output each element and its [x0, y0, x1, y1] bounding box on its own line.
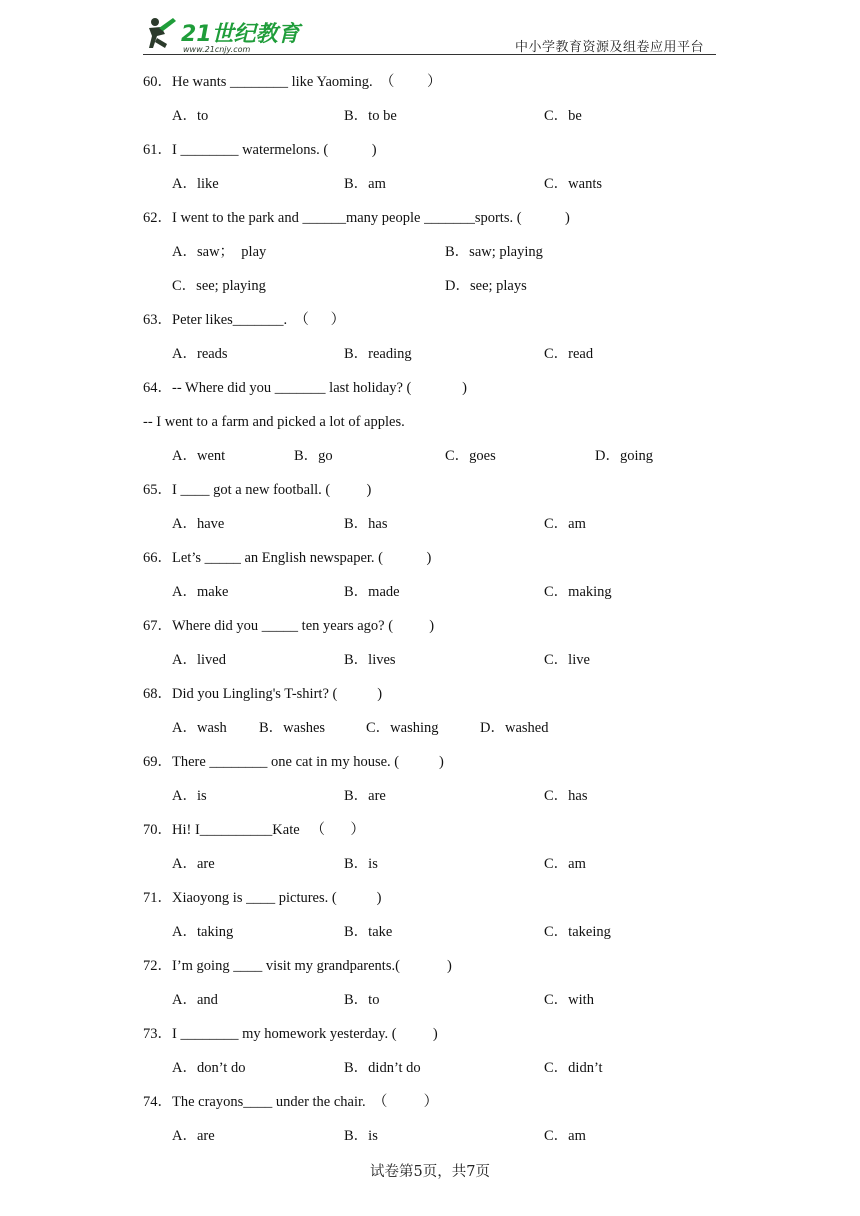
options-row [143, 578, 723, 612]
option-c[interactable] [544, 1122, 586, 1150]
option-a[interactable] [172, 442, 225, 470]
option-letter: C． [544, 346, 569, 362]
question-text: Let’s _____ an English newspaper. ( ) [172, 550, 432, 566]
option-letter: B． [344, 856, 369, 872]
option-text: going [619, 448, 654, 464]
option-text: take [368, 924, 393, 940]
option-text: to be [368, 108, 397, 124]
option-a[interactable] [172, 986, 218, 1014]
options-row [143, 102, 723, 136]
option-letter: C． [544, 924, 569, 940]
question-text: Peter likes_______. （ ） [172, 312, 346, 328]
option-text: saw; playing [469, 244, 543, 260]
option-letter: C． [544, 516, 569, 532]
option-d[interactable] [595, 442, 653, 470]
option-letter: A． [172, 788, 197, 804]
option-letter: C． [544, 108, 569, 124]
option-letter: A． [172, 448, 197, 464]
option-text: washed [504, 720, 549, 736]
option-b[interactable] [344, 986, 379, 1014]
option-text: goes [469, 448, 496, 464]
option-letter: A． [172, 1128, 197, 1144]
option-b[interactable] [344, 1122, 378, 1150]
options-row [143, 1122, 723, 1156]
option-text: is [368, 1128, 378, 1144]
option-text: with [568, 992, 594, 1008]
option-letter: B． [344, 584, 369, 600]
option-letter: C． [544, 992, 569, 1008]
options-row [143, 646, 723, 680]
question-14 [143, 1088, 723, 1122]
option-text: wants [568, 176, 603, 192]
option-letter: B． [344, 108, 369, 124]
question-5 [143, 476, 723, 510]
option-text: is [368, 856, 378, 872]
option-text: making [568, 584, 612, 600]
option-a[interactable] [172, 1122, 215, 1150]
option-c[interactable] [544, 510, 586, 538]
option-text: made [368, 584, 400, 600]
option-text: washing [390, 720, 439, 736]
option-letter: C． [544, 856, 569, 872]
question-text: The crayons____ under the chair. （ ） [172, 1094, 439, 1110]
option-text: to [196, 108, 209, 124]
question-9 [143, 748, 723, 782]
option-letter: C． [544, 176, 569, 192]
question-number: 65． [143, 482, 172, 498]
option-letter: B． [344, 924, 369, 940]
question-text: I ________ my homework yesterday. ( ) [172, 1026, 438, 1042]
question-number: 60． [143, 74, 172, 90]
question-0 [143, 68, 723, 102]
option-a[interactable] [172, 510, 224, 538]
option-letter: B． [344, 1060, 369, 1076]
option-letter: B． [344, 788, 369, 804]
question-13 [143, 1020, 723, 1054]
question-extra-line: -- I went to a farm and picked a lot of apples. [143, 414, 405, 430]
option-letter: A． [172, 1060, 197, 1076]
option-letter: C． [544, 652, 569, 668]
option-text: don’t do [196, 1060, 246, 1076]
runner-icon [149, 18, 176, 48]
option-text: is [196, 788, 207, 804]
question-8 [143, 680, 723, 714]
question-text: I ________ watermelons. ( ) [172, 142, 377, 158]
option-a[interactable] [172, 170, 219, 198]
option-text: are [196, 856, 215, 872]
options-row [143, 238, 723, 272]
option-text: am [568, 1128, 586, 1144]
option-b[interactable] [344, 510, 388, 538]
option-letter: B． [344, 652, 369, 668]
option-letter: D． [445, 278, 470, 294]
option-a[interactable] [172, 340, 228, 368]
question-text: I’m going ____ visit my grandparents.( ) [172, 958, 452, 974]
option-text: are [368, 788, 386, 804]
option-a[interactable] [172, 782, 207, 810]
option-b[interactable] [344, 102, 397, 130]
option-text: make [196, 584, 229, 600]
option-text: has [568, 788, 588, 804]
question-number: 70． [143, 822, 172, 838]
option-b[interactable] [344, 646, 396, 674]
question-4 [143, 374, 723, 408]
question-number: 69． [143, 754, 172, 770]
question-number: 68． [143, 686, 172, 702]
option-b[interactable] [344, 850, 378, 878]
question-number: 73． [143, 1026, 172, 1042]
options-row [143, 170, 723, 204]
options-row [143, 442, 723, 476]
option-text: like [196, 176, 219, 192]
option-c[interactable] [172, 272, 266, 300]
option-letter: B． [344, 176, 369, 192]
logo-url: www.21cnjy.com [183, 45, 251, 54]
options-row [143, 1054, 723, 1088]
option-a[interactable] [172, 238, 266, 266]
question-10 [143, 816, 723, 850]
option-text: reads [196, 346, 228, 362]
option-letter: A． [172, 720, 197, 736]
option-text: and [196, 992, 218, 1008]
option-letter: D． [595, 448, 620, 464]
option-c[interactable] [544, 646, 590, 674]
option-text: didn’t [568, 1060, 603, 1076]
option-c[interactable] [544, 102, 582, 130]
question-text: Hi! I__________Kate （ ） [172, 822, 365, 838]
option-b[interactable] [294, 442, 333, 470]
option-b[interactable] [445, 238, 543, 266]
question-number: 62． [143, 210, 172, 226]
option-b[interactable] [259, 714, 325, 742]
question-list [143, 68, 723, 1156]
option-letter: A． [172, 108, 197, 124]
option-text: wash [196, 720, 227, 736]
option-text: didn’t do [368, 1060, 421, 1076]
question-7 [143, 612, 723, 646]
option-c[interactable] [544, 578, 612, 606]
question-text: -- Where did you _______ last holiday? ( ) [172, 380, 467, 396]
question-text: I ____ got a new football. ( ) [172, 482, 372, 498]
option-text: takeing [568, 924, 611, 940]
platform-name: 中小学教育资源及组卷应用平台 [514, 40, 704, 55]
option-letter: C． [544, 1060, 569, 1076]
option-text: am [568, 516, 586, 532]
option-letter: A． [172, 652, 197, 668]
option-letter: A． [172, 176, 197, 192]
question-12 [143, 952, 723, 986]
option-letter: B． [344, 346, 369, 362]
option-b[interactable] [344, 1054, 421, 1082]
question-text: There ________ one cat in my house. ( ) [172, 754, 444, 770]
question-number: 61． [143, 142, 172, 158]
option-a[interactable] [172, 714, 227, 742]
option-letter: C． [544, 584, 569, 600]
site-logo [143, 14, 313, 54]
option-text: go [318, 448, 333, 464]
options-row [143, 714, 723, 748]
option-letter: B． [294, 448, 319, 464]
question-3 [143, 306, 723, 340]
option-letter: C． [445, 448, 470, 464]
option-text: to [368, 992, 380, 1008]
option-c[interactable] [366, 714, 439, 742]
option-text: saw； play [196, 244, 267, 260]
option-text: be [568, 108, 582, 124]
question-number: 64． [143, 380, 172, 396]
question-number: 74． [143, 1094, 172, 1110]
option-c[interactable] [544, 918, 611, 946]
option-text: washes [283, 720, 326, 736]
option-text: lived [196, 652, 226, 668]
option-text: taking [196, 924, 234, 940]
question-number: 71． [143, 890, 172, 906]
option-text: reading [368, 346, 412, 362]
option-letter: A． [172, 516, 197, 532]
options-row [143, 272, 723, 306]
header-divider [143, 54, 716, 55]
option-a[interactable] [172, 850, 215, 878]
option-a[interactable] [172, 578, 228, 606]
logo-text: 21世纪教育 [181, 22, 300, 47]
option-letter: A． [172, 856, 197, 872]
question-text: Did you Lingling's T-shirt? ( ) [172, 686, 383, 702]
option-text: has [368, 516, 388, 532]
option-letter: B． [344, 516, 369, 532]
question-number: 67． [143, 618, 172, 634]
options-row [143, 340, 723, 374]
option-b[interactable] [344, 170, 386, 198]
option-c[interactable] [544, 782, 588, 810]
option-c[interactable] [544, 1054, 603, 1082]
option-c[interactable] [544, 340, 593, 368]
option-text: am [568, 856, 586, 872]
option-b[interactable] [344, 782, 386, 810]
question-number: 72． [143, 958, 172, 974]
option-b[interactable] [344, 918, 392, 946]
option-text: read [568, 346, 594, 362]
question-number: 66． [143, 550, 172, 566]
option-text: went [196, 448, 226, 464]
options-row [143, 986, 723, 1020]
options-row [143, 510, 723, 544]
option-text: am [368, 176, 386, 192]
option-d[interactable] [445, 272, 527, 300]
option-c[interactable] [544, 850, 586, 878]
options-row [143, 850, 723, 884]
page-footer: 试卷第5页，共7页 [370, 1164, 490, 1180]
option-letter: A． [172, 584, 197, 600]
option-text: are [196, 1128, 215, 1144]
option-text: see; playing [196, 278, 266, 294]
question-text: He wants ________ like Yaoming. （ ） [172, 74, 442, 90]
option-text: live [568, 652, 590, 668]
option-letter: B． [259, 720, 284, 736]
option-text: have [196, 516, 225, 532]
option-letter: A． [172, 992, 197, 1008]
option-b[interactable] [344, 340, 412, 368]
option-letter: C． [544, 1128, 569, 1144]
question-text: Where did you _____ ten years ago? ( ) [172, 618, 435, 634]
option-letter: B． [344, 1128, 369, 1144]
page-header [143, 14, 716, 56]
option-text: lives [368, 652, 396, 668]
option-text: see; plays [469, 278, 527, 294]
option-d[interactable] [480, 714, 548, 742]
option-letter: C． [172, 278, 197, 294]
options-row [143, 782, 723, 816]
option-letter: C． [366, 720, 391, 736]
options-row [143, 918, 723, 952]
question-text: Xiaoyong is ____ pictures. ( ) [172, 890, 382, 906]
option-letter: A． [172, 924, 197, 940]
question-text: I went to the park and ______many people _______sports. ( ) [172, 210, 570, 226]
option-c[interactable] [544, 986, 594, 1014]
option-a[interactable] [172, 646, 226, 674]
option-letter: B． [344, 992, 369, 1008]
question-11 [143, 884, 723, 918]
question-2 [143, 204, 723, 238]
option-b[interactable] [344, 578, 400, 606]
option-letter: D． [480, 720, 505, 736]
option-letter: C． [544, 788, 569, 804]
option-letter: A． [172, 346, 197, 362]
option-a[interactable] [172, 918, 233, 946]
question-number: 63． [143, 312, 172, 328]
option-c[interactable] [445, 442, 496, 470]
question-1 [143, 136, 723, 170]
option-letter: A． [172, 244, 197, 260]
option-letter: B． [445, 244, 470, 260]
option-a[interactable] [172, 1054, 245, 1082]
question-6 [143, 544, 723, 578]
option-c[interactable] [544, 170, 602, 198]
option-a[interactable] [172, 102, 208, 130]
